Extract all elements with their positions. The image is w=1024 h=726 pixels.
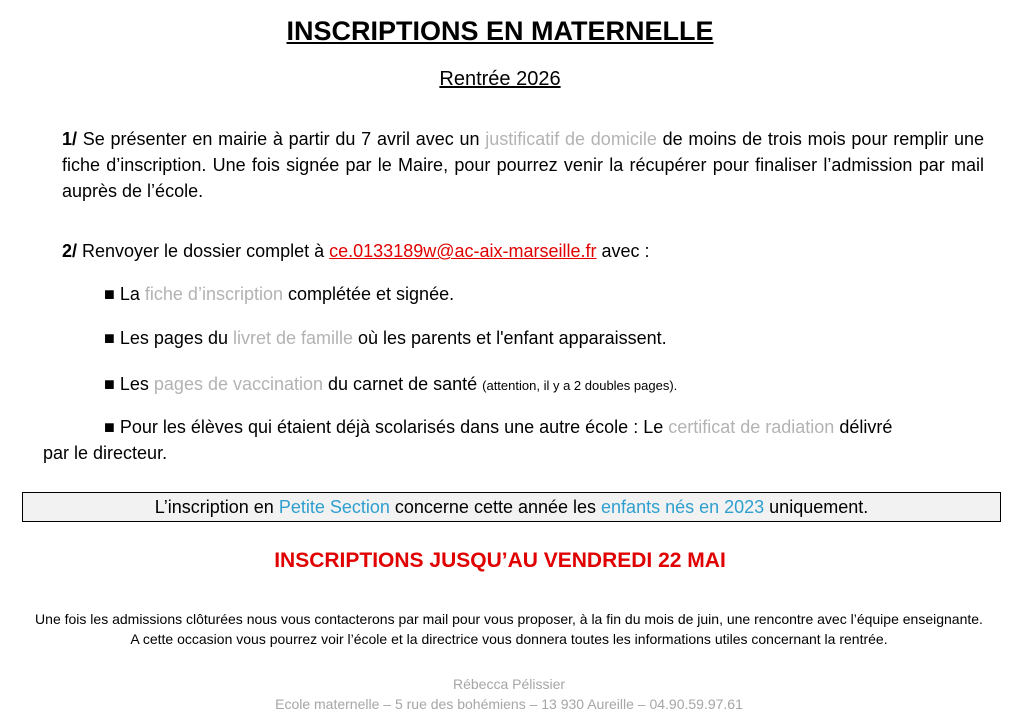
step-1-text-b: de moins de trois mois pour remplir une fiche d’inscription. Une fois signée par le Maire, pour pourrez venir la récupérer pour finaliser l’admission par mail auprès de l’école. (62, 129, 984, 201)
bullet-highlight: certificat de radiation (668, 417, 835, 437)
deadline-heading: INSCRIPTIONS JUSQU’AU VENDREDI 22 MAI (274, 549, 726, 572)
step-1-text-a: Se présenter en mairie à partir du 7 avril avec un (77, 129, 486, 149)
bullet-highlight: pages de vaccination (153, 374, 324, 394)
step-2-paragraph (62, 238, 984, 264)
page-subtitle: Rentrée 2026 (439, 68, 561, 90)
bullet-square-icon: ■ (104, 374, 115, 394)
bullet-square-icon: ■ (104, 284, 115, 304)
step-1-number: 1/ (62, 129, 78, 149)
page-title: INSCRIPTIONS EN MATERNELLE (286, 16, 714, 46)
notice-text-post: uniquement. (764, 497, 869, 517)
bullet-text-pre: Pour les élèves qui étaient déjà scolarisés dans une autre école : Le (114, 417, 669, 437)
bullet-item-radiation (104, 414, 984, 440)
bullet-text-pre: La (114, 284, 145, 304)
bullet-text-pre: Les pages du (114, 328, 233, 348)
bullet-text-post: complétée et signée. (282, 284, 455, 304)
bullet-text-pre: Les (114, 374, 154, 394)
bullet-highlight: livret de famille (232, 328, 354, 348)
info-line-1: Une fois les admissions clôturées nous vous contacterons par mail pour vous proposer, à la fin du mois de juin, une rencontre avec l’équipe enseignante. (35, 611, 983, 627)
school-address: Ecole maternelle – 5 rue des bohémiens – 13 930 Aureille – 04.90.59.97.61 (275, 696, 743, 712)
notice-text-mid: concerne cette année les (389, 497, 602, 517)
notice-highlight-section: Petite Section (278, 497, 390, 517)
notice-text-pre: L’inscription en (154, 497, 279, 517)
notice-box (22, 492, 1001, 522)
step-2-number: 2/ (62, 241, 78, 261)
step-2-text-a: Renvoyer le dossier complet à (77, 241, 330, 261)
bullet-square-icon: ■ (104, 328, 115, 348)
info-block (0, 609, 1018, 649)
email-link[interactable]: ce.0133189w@ac-aix-marseille.fr (329, 241, 597, 261)
bullet-note: (attention, il y a 2 doubles pages). (482, 378, 678, 393)
bullet-item-vaccination (104, 371, 984, 399)
bullet-continuation: par le directeur. (43, 443, 168, 463)
bullet-item-livret (104, 325, 984, 351)
signature-name: Rébecca Pélissier (452, 676, 566, 692)
info-line-2: A cette occasion vous pourrez voir l’école et la directrice vous donnera toutes les informations utiles concernant la rentrée. (130, 631, 888, 647)
signature-block (0, 674, 1018, 714)
bullet-text-post: où les parents et l'enfant apparaissent. (353, 328, 667, 348)
step-2-text-b: avec : (596, 241, 650, 261)
bullet-text-post: du carnet de santé (323, 374, 483, 394)
notice-highlight-year: enfants nés en 2023 (601, 497, 765, 517)
bullet-square-icon: ■ (104, 417, 115, 437)
step-1-paragraph (62, 126, 984, 204)
bullet-highlight: fiche d’inscription (144, 284, 283, 304)
step-1-highlight: justificatif de domicile (485, 129, 657, 149)
bullet-text-post: délivré (834, 417, 893, 437)
bullet-item-fiche (104, 281, 984, 307)
